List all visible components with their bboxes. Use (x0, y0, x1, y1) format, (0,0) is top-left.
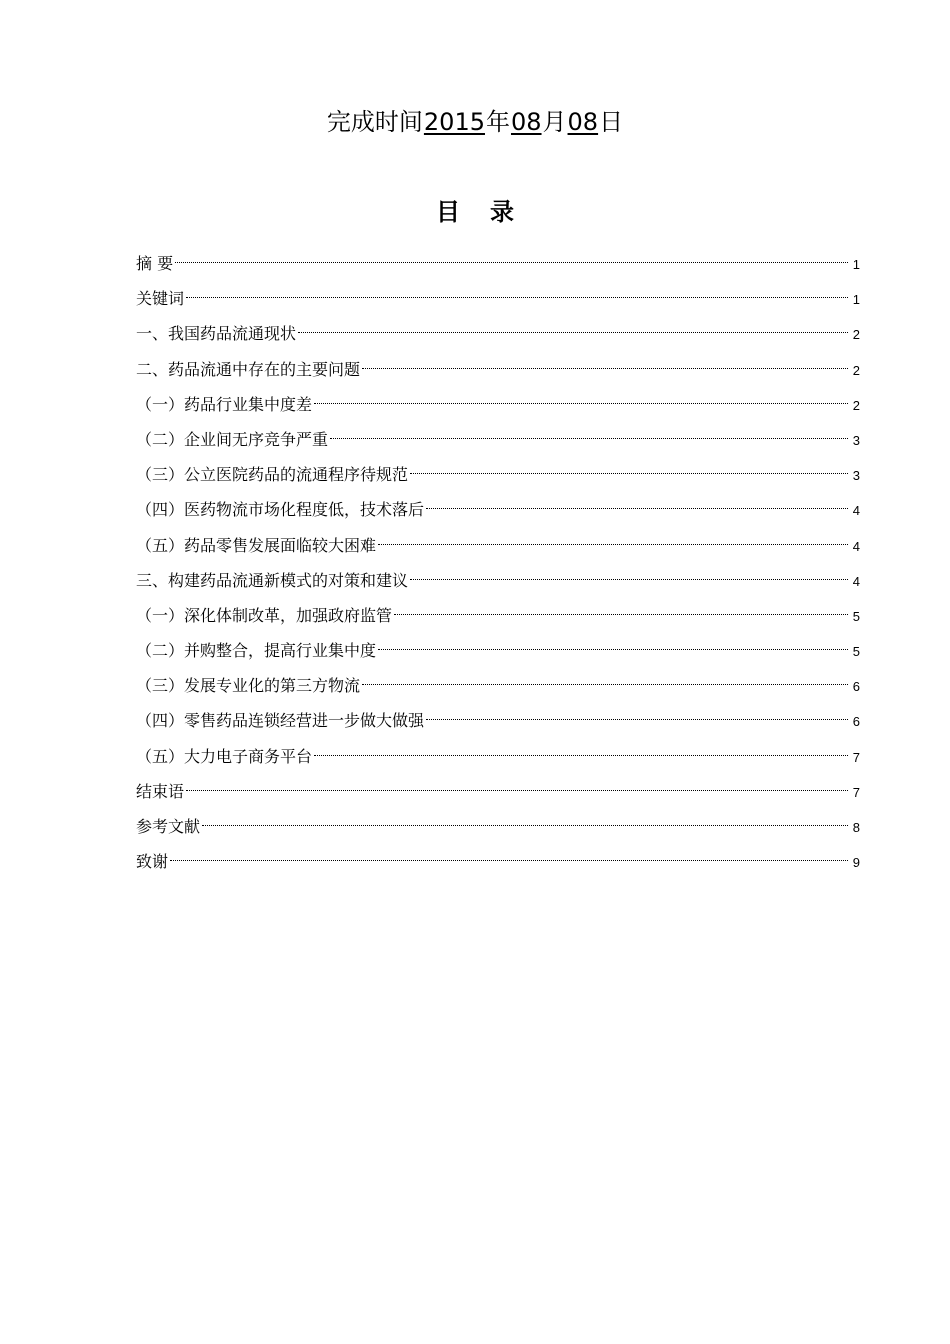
toc-entry[interactable] (136, 492, 860, 527)
toc-entry-page: 9 (852, 855, 860, 871)
completion-month: 08 (510, 108, 542, 136)
toc-entry-page: 4 (852, 503, 860, 519)
toc-entry-title: （一）深化体制改革，加强政府监管 (136, 605, 393, 625)
completion-day-unit: 日 (599, 108, 624, 136)
toc-entry-page: 1 (852, 257, 860, 272)
toc-entry-title: （一）药品行业集中度差 (136, 394, 313, 414)
toc-entry-title: （五）大力电子商务平台 (136, 746, 313, 766)
completion-year: 2015 (423, 108, 485, 136)
toc-entry-title: （五）药品零售发展面临较大困难 (136, 535, 377, 555)
toc-entry[interactable] (136, 528, 860, 563)
toc-entry-page: 7 (852, 749, 860, 765)
toc-entry-page: 6 (852, 679, 860, 695)
toc-entry-page: 4 (852, 573, 860, 589)
toc-dot-leader (202, 825, 848, 826)
toc-entry-title: （四）医药物流市场化程度低，技术落后 (136, 500, 425, 520)
toc-entry-page: 3 (852, 432, 860, 448)
toc-entry[interactable] (136, 246, 860, 281)
toc-entry-title: （三）发展专业化的第三方物流 (136, 676, 361, 696)
toc-entry-page: 2 (852, 327, 860, 343)
toc-entry[interactable] (136, 598, 860, 633)
toc-entry-title: 参考文献 (136, 817, 201, 836)
toc-dot-leader (378, 544, 848, 545)
toc-entry[interactable] (136, 668, 860, 703)
toc-entry[interactable] (136, 774, 860, 809)
toc-entry-title: 关键词 (136, 289, 185, 309)
toc-dot-leader (298, 332, 848, 333)
toc-entry-title: 三、构建药品流通新模式的对策和建议 (136, 570, 409, 590)
toc-dot-leader (330, 438, 848, 439)
toc-entry-page: 4 (852, 538, 860, 554)
toc-entry[interactable] (136, 387, 860, 422)
toc-entry[interactable] (136, 739, 860, 774)
toc-dot-leader (410, 473, 848, 474)
toc-entry[interactable] (136, 633, 860, 668)
toc-dot-leader (426, 508, 848, 509)
toc-entry-title: 摘 要 (136, 254, 174, 273)
completion-year-unit: 年 (485, 108, 510, 136)
completion-month-unit: 月 (542, 108, 567, 136)
toc-entry-page: 2 (852, 362, 860, 378)
toc-entry-title: 二、药品流通中存在的主要问题 (136, 359, 361, 379)
completion-day: 08 (567, 108, 599, 136)
toc-entry[interactable] (136, 316, 860, 351)
toc-dot-leader (175, 262, 848, 263)
toc-entry-title: （三）公立医院药品的流通程序待规范 (136, 465, 409, 485)
toc-dot-leader (186, 790, 848, 791)
toc-dot-leader (314, 755, 848, 756)
toc-entry-page: 8 (852, 820, 860, 835)
table-of-contents (136, 246, 860, 879)
completion-date (0, 104, 950, 140)
toc-entry[interactable] (136, 844, 860, 879)
toc-entry-title: （二）企业间无序竞争严重 (136, 429, 329, 449)
toc-title: 目录 (436, 198, 544, 226)
toc-entry[interactable] (136, 422, 860, 457)
toc-entry-title: 一、我国药品流通现状 (136, 324, 297, 344)
toc-entry-page: 5 (852, 644, 860, 660)
toc-dot-leader (186, 297, 848, 298)
toc-dot-leader (362, 368, 848, 369)
toc-entry-page: 1 (852, 292, 860, 308)
toc-entry-page: 5 (852, 608, 860, 624)
toc-dot-leader (314, 403, 848, 404)
toc-entry[interactable] (136, 457, 860, 492)
toc-entry-title: 致谢 (136, 852, 169, 872)
toc-entry[interactable] (136, 563, 860, 598)
toc-entry[interactable] (136, 352, 860, 387)
toc-entry-page: 6 (852, 714, 860, 730)
toc-dot-leader (410, 579, 848, 580)
toc-dot-leader (378, 649, 848, 650)
toc-entry-title: 结束语 (136, 781, 185, 801)
toc-dot-leader (426, 719, 848, 720)
toc-entry-page: 3 (852, 468, 860, 484)
toc-entry-page: 2 (852, 397, 860, 413)
toc-dot-leader (170, 860, 848, 861)
toc-dot-leader (362, 684, 848, 685)
toc-entry-page: 7 (852, 784, 860, 800)
toc-dot-leader (394, 614, 848, 615)
toc-entry-title: （四）零售药品连锁经营进一步做大做强 (136, 711, 425, 731)
toc-entry-title: （二）并购整合，提高行业集中度 (136, 641, 377, 661)
toc-entry[interactable] (136, 281, 860, 316)
toc-entry[interactable] (136, 703, 860, 738)
toc-entry[interactable] (136, 809, 860, 844)
completion-label: 完成时间 (326, 108, 423, 136)
